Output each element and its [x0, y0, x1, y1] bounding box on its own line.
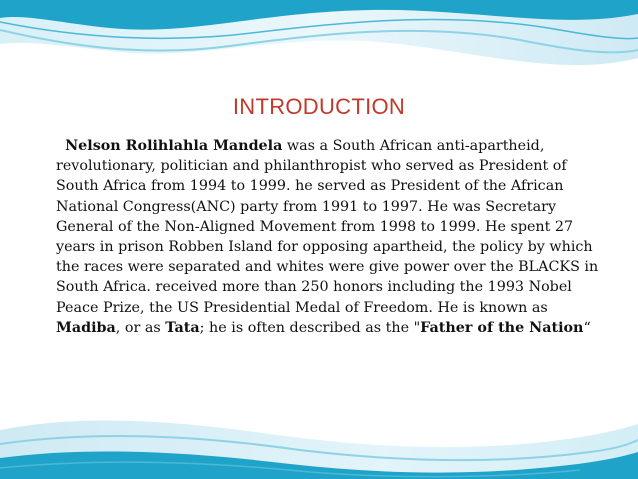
intro-text: ; he is often described as the " [199, 319, 421, 336]
slide-title: INTRODUCTION [232, 94, 406, 119]
intro-text: , or as [115, 319, 166, 336]
intro-paragraph [56, 136, 604, 338]
intro-text [56, 138, 65, 154]
closing-quote: “ [583, 319, 591, 336]
nickname-tata: Tata [165, 319, 200, 336]
nickname-madiba: Madiba [56, 319, 116, 336]
father-of-nation: Father of the Nation [420, 319, 584, 336]
full-name: Nelson Rolihlahla Mandela [65, 138, 283, 154]
intro-text: was a South African anti-apartheid, revolutionary, politician and philanthropist who served as President of South Africa from 1994 to 1999. he served as President of the African National Congress(ANC) party from 1991 to 1997. He was Secretary General of the Non-Aligned Movement from 1998 to 1999. He spent 27 years in prison Robben Island for opposing apartheid, the policy by which the races were separated and whites were give power over the BLACKS in South Africa. received more than 250 honors including the 1993 Nobel Peace Prize, the US Presidential Medal of Freedom. He is known as [56, 138, 599, 316]
